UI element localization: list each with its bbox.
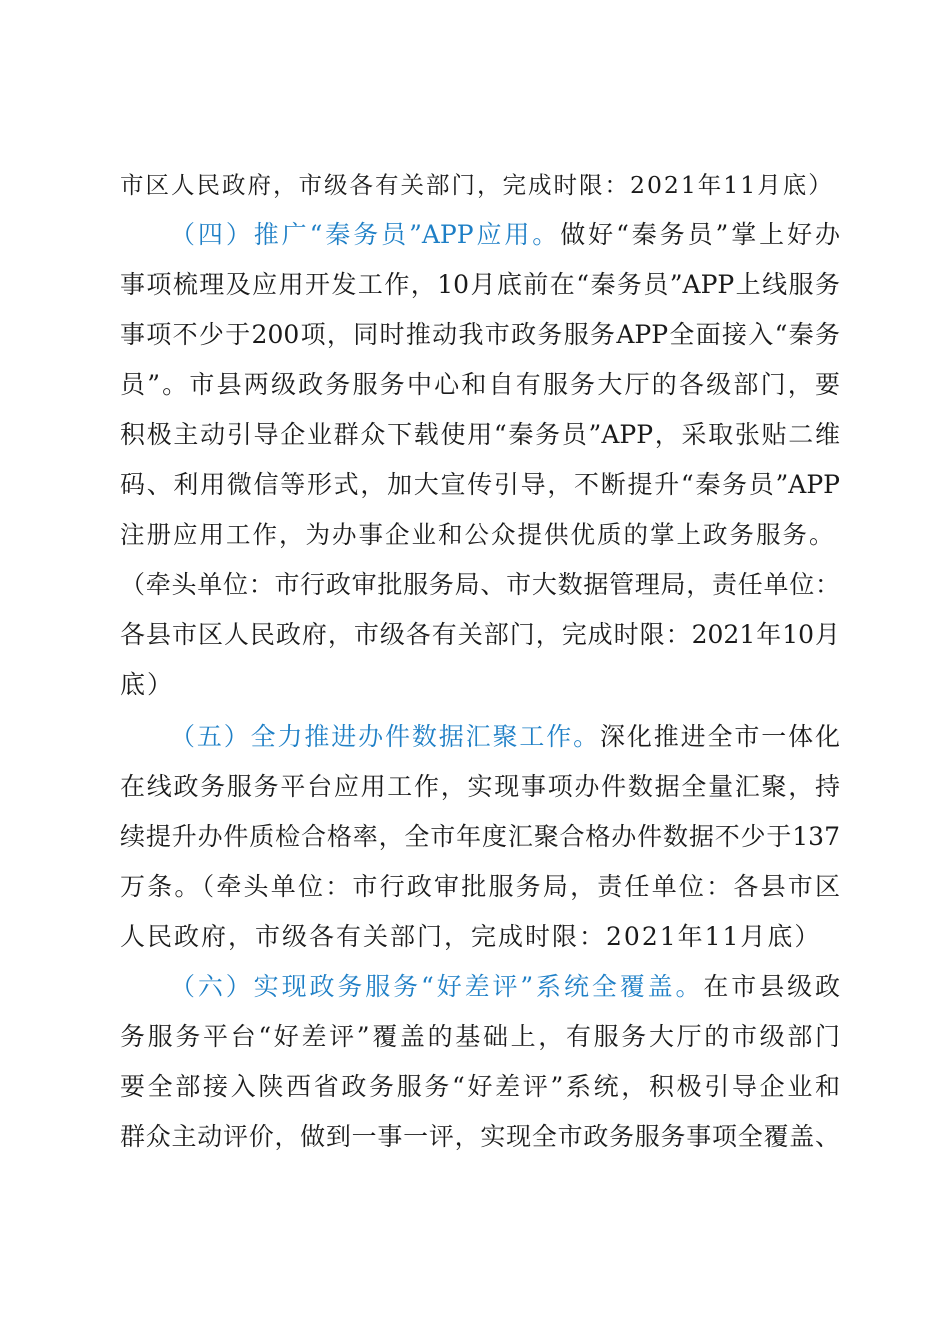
section-4-line [170, 210, 840, 260]
text-line: （牵头单位：市行政审批服务局、市大数据管理局，责任单位： [120, 570, 840, 599]
text-line: 续提升办件质检合格率，全市年度汇聚合格办件数据不少于137 [120, 822, 840, 851]
section-text: 深化推进全市一体化 [599, 722, 840, 751]
text-line: 要全部接入陕西省政务服务“好差评”系统，积极引导企业和 [120, 1072, 840, 1101]
section-6-line [170, 962, 840, 1012]
section-heading-5: （五）全力推进办件数据汇聚工作。 [170, 722, 600, 751]
text-line: 注册应用工作，为办事企业和公众提供优质的掌上政务服务。 [120, 520, 836, 549]
text-line: 市区人民政府，市级各有关部门，完成时限：2021年11月底） [120, 171, 834, 199]
text-line: 各县市区人民政府，市级各有关部门，完成时限：2021年10月 [120, 620, 840, 649]
text-line: 万条。（牵头单位：市行政审批服务局，责任单位：各县市区 [120, 872, 840, 901]
section-heading-6: （六）实现政务服务“好差评”系统全覆盖。 [170, 972, 704, 1001]
text-line: 人民政府，市级各有关部门，完成时限：2021年11月底） [120, 922, 822, 951]
text-line: 员”。市县两级政务服务中心和自有服务大厅的各级部门，要 [120, 370, 840, 399]
section-5-line [170, 712, 840, 762]
section-text: 在市县级政 [703, 972, 840, 1001]
text-line: 事项梳理及应用开发工作，10月底前在“秦务员”APP上线服务 [120, 270, 840, 299]
text-line: 事项不少于200项，同时推动我市政务服务APP全面接入“秦务 [120, 320, 840, 349]
text-line: 码、利用微信等形式，加大宣传引导，不断提升“秦务员”APP [120, 470, 840, 499]
section-text: 做好“秦务员”掌上好办 [560, 220, 841, 249]
text-line: 群众主动评价，做到一事一评，实现全市政务服务事项全覆盖、 [120, 1122, 840, 1151]
text-line: 在线政务服务平台应用工作，实现事项办件数据全量汇聚，持 [120, 772, 840, 801]
text-line: 积极主动引导企业群众下载使用“秦务员”APP，采取张贴二维 [120, 420, 840, 449]
text-line: 务服务平台“好差评”覆盖的基础上，有服务大厅的市级部门 [120, 1022, 840, 1051]
text-line: 底） [120, 670, 175, 699]
section-heading-4: （四）推广“秦务员”APP应用。 [170, 220, 561, 249]
